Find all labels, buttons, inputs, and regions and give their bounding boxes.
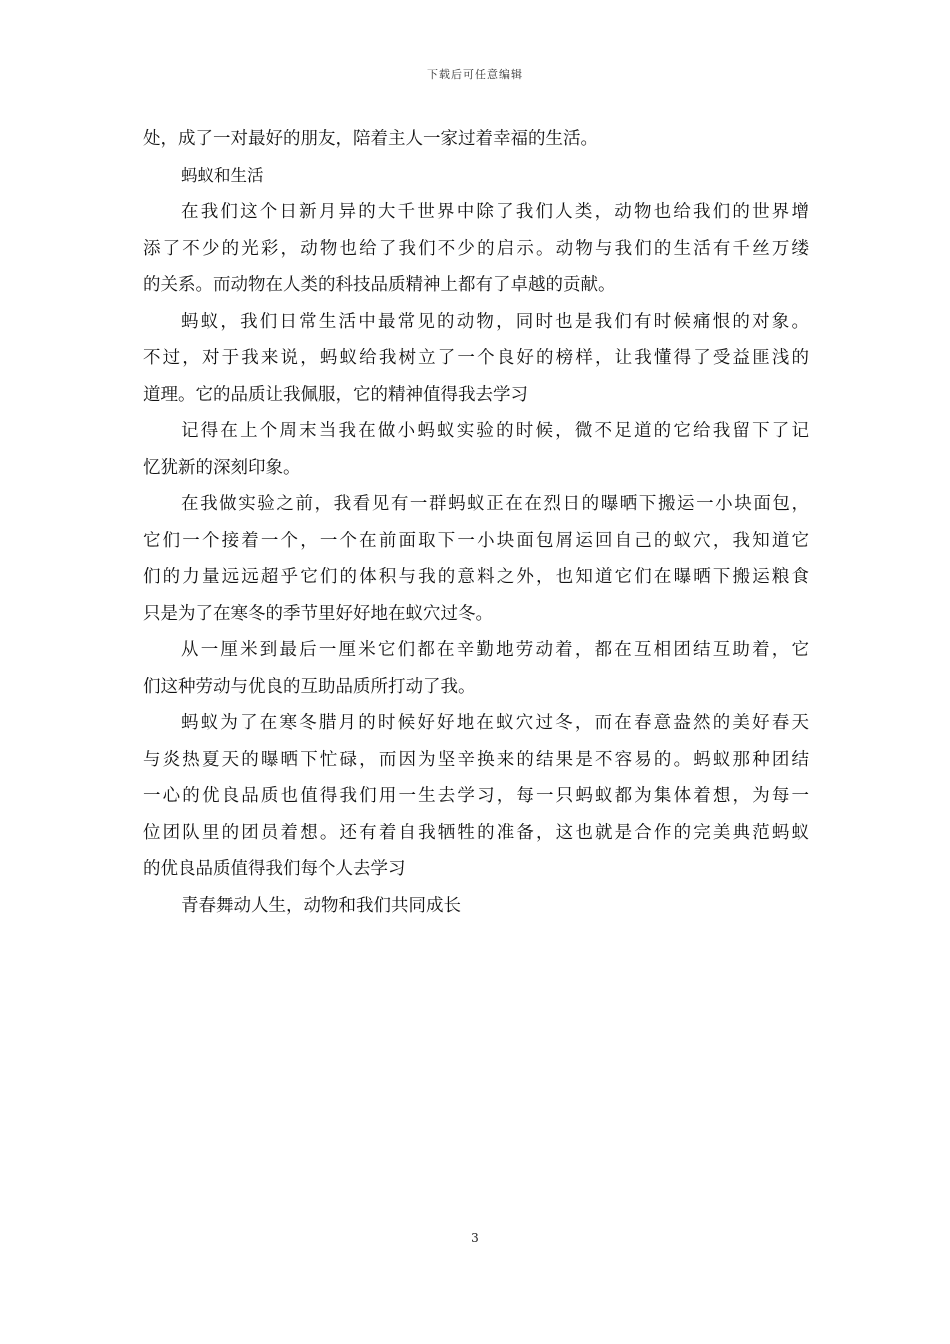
- text-line: 们这种劳动与优良的互助品质所打动了我。: [143, 676, 476, 697]
- text-line: 在我们这个日新月异的大千世界中除了我们人类，动物也给我们的世界增: [181, 202, 809, 222]
- text-line: 忆犹新的深刻印象。: [143, 457, 301, 478]
- text-line: 蚂蚁为了在寒冬腊月的时候好好地在蚁穴过冬，而在春意盎然的美好春天: [181, 713, 809, 733]
- page-header: 下载后可任意编辑: [427, 68, 523, 81]
- text-line: 道理。它的品质让我佩服，它的精神值得我去学习: [143, 384, 528, 405]
- section-heading: 蚂蚁和生活: [181, 165, 264, 185]
- text-line: 从一厘米到最后一厘米它们都在辛勤地劳动着，都在互相团结互助着，它: [181, 640, 809, 660]
- text-line: 它们一个接着一个，一个在前面取下一小块面包屑运回自己的蚁穴，我知道它: [143, 530, 809, 551]
- document-body: [143, 121, 809, 924]
- text-line: 不过，对于我来说，蚂蚁给我树立了一个良好的榜样，让我懂得了受益匪浅的: [143, 348, 809, 368]
- text-line: 在我做实验之前，我看见有一群蚂蚁正在在烈日的曝晒下搬运一小块面包，: [181, 494, 809, 514]
- text-line: 一心的优良品质也值得我们用一生去学习，每一只蚂蚁都为集体着想，为每一: [143, 786, 809, 806]
- text-line: 只是为了在寒冬的季节里好好地在蚁穴过冬。: [143, 603, 493, 624]
- text-line: 记得在上个周末当我在做小蚂蚁实验的时候，微不足道的它给我留下了记: [181, 421, 809, 441]
- page-number: 3: [471, 1231, 479, 1245]
- text-line: 青春舞动人生，动物和我们共同成长: [181, 895, 461, 916]
- text-line: 位团队里的团员着想。还有着自我牺牲的准备，这也就是合作的完美典范蚂蚁: [143, 822, 809, 843]
- text-line: 的关系。而动物在人类的科技品质精神上都有了卓越的贡献。: [143, 275, 616, 295]
- text-line: 蚂蚁，我们日常生活中最常见的动物，同时也是我们有时候痛恨的对象。: [181, 311, 809, 332]
- text-line: 与炎热夏天的曝晒下忙碌，而因为坚辛换来的结果是不容易的。蚂蚁那种团结: [143, 749, 809, 770]
- text-line: 处，成了一对最好的朋友，陪着主人一家过着幸福的生活。: [143, 129, 598, 149]
- text-line: 添了不少的光彩，动物也给了我们不少的启示。动物与我们的生活有千丝万缕: [143, 238, 809, 259]
- text-line: 们的力量远远超乎它们的体积与我的意料之外，也知道它们在曝晒下搬运粮食: [143, 567, 809, 587]
- text-line: 的优良品质值得我们每个人去学习: [143, 859, 406, 879]
